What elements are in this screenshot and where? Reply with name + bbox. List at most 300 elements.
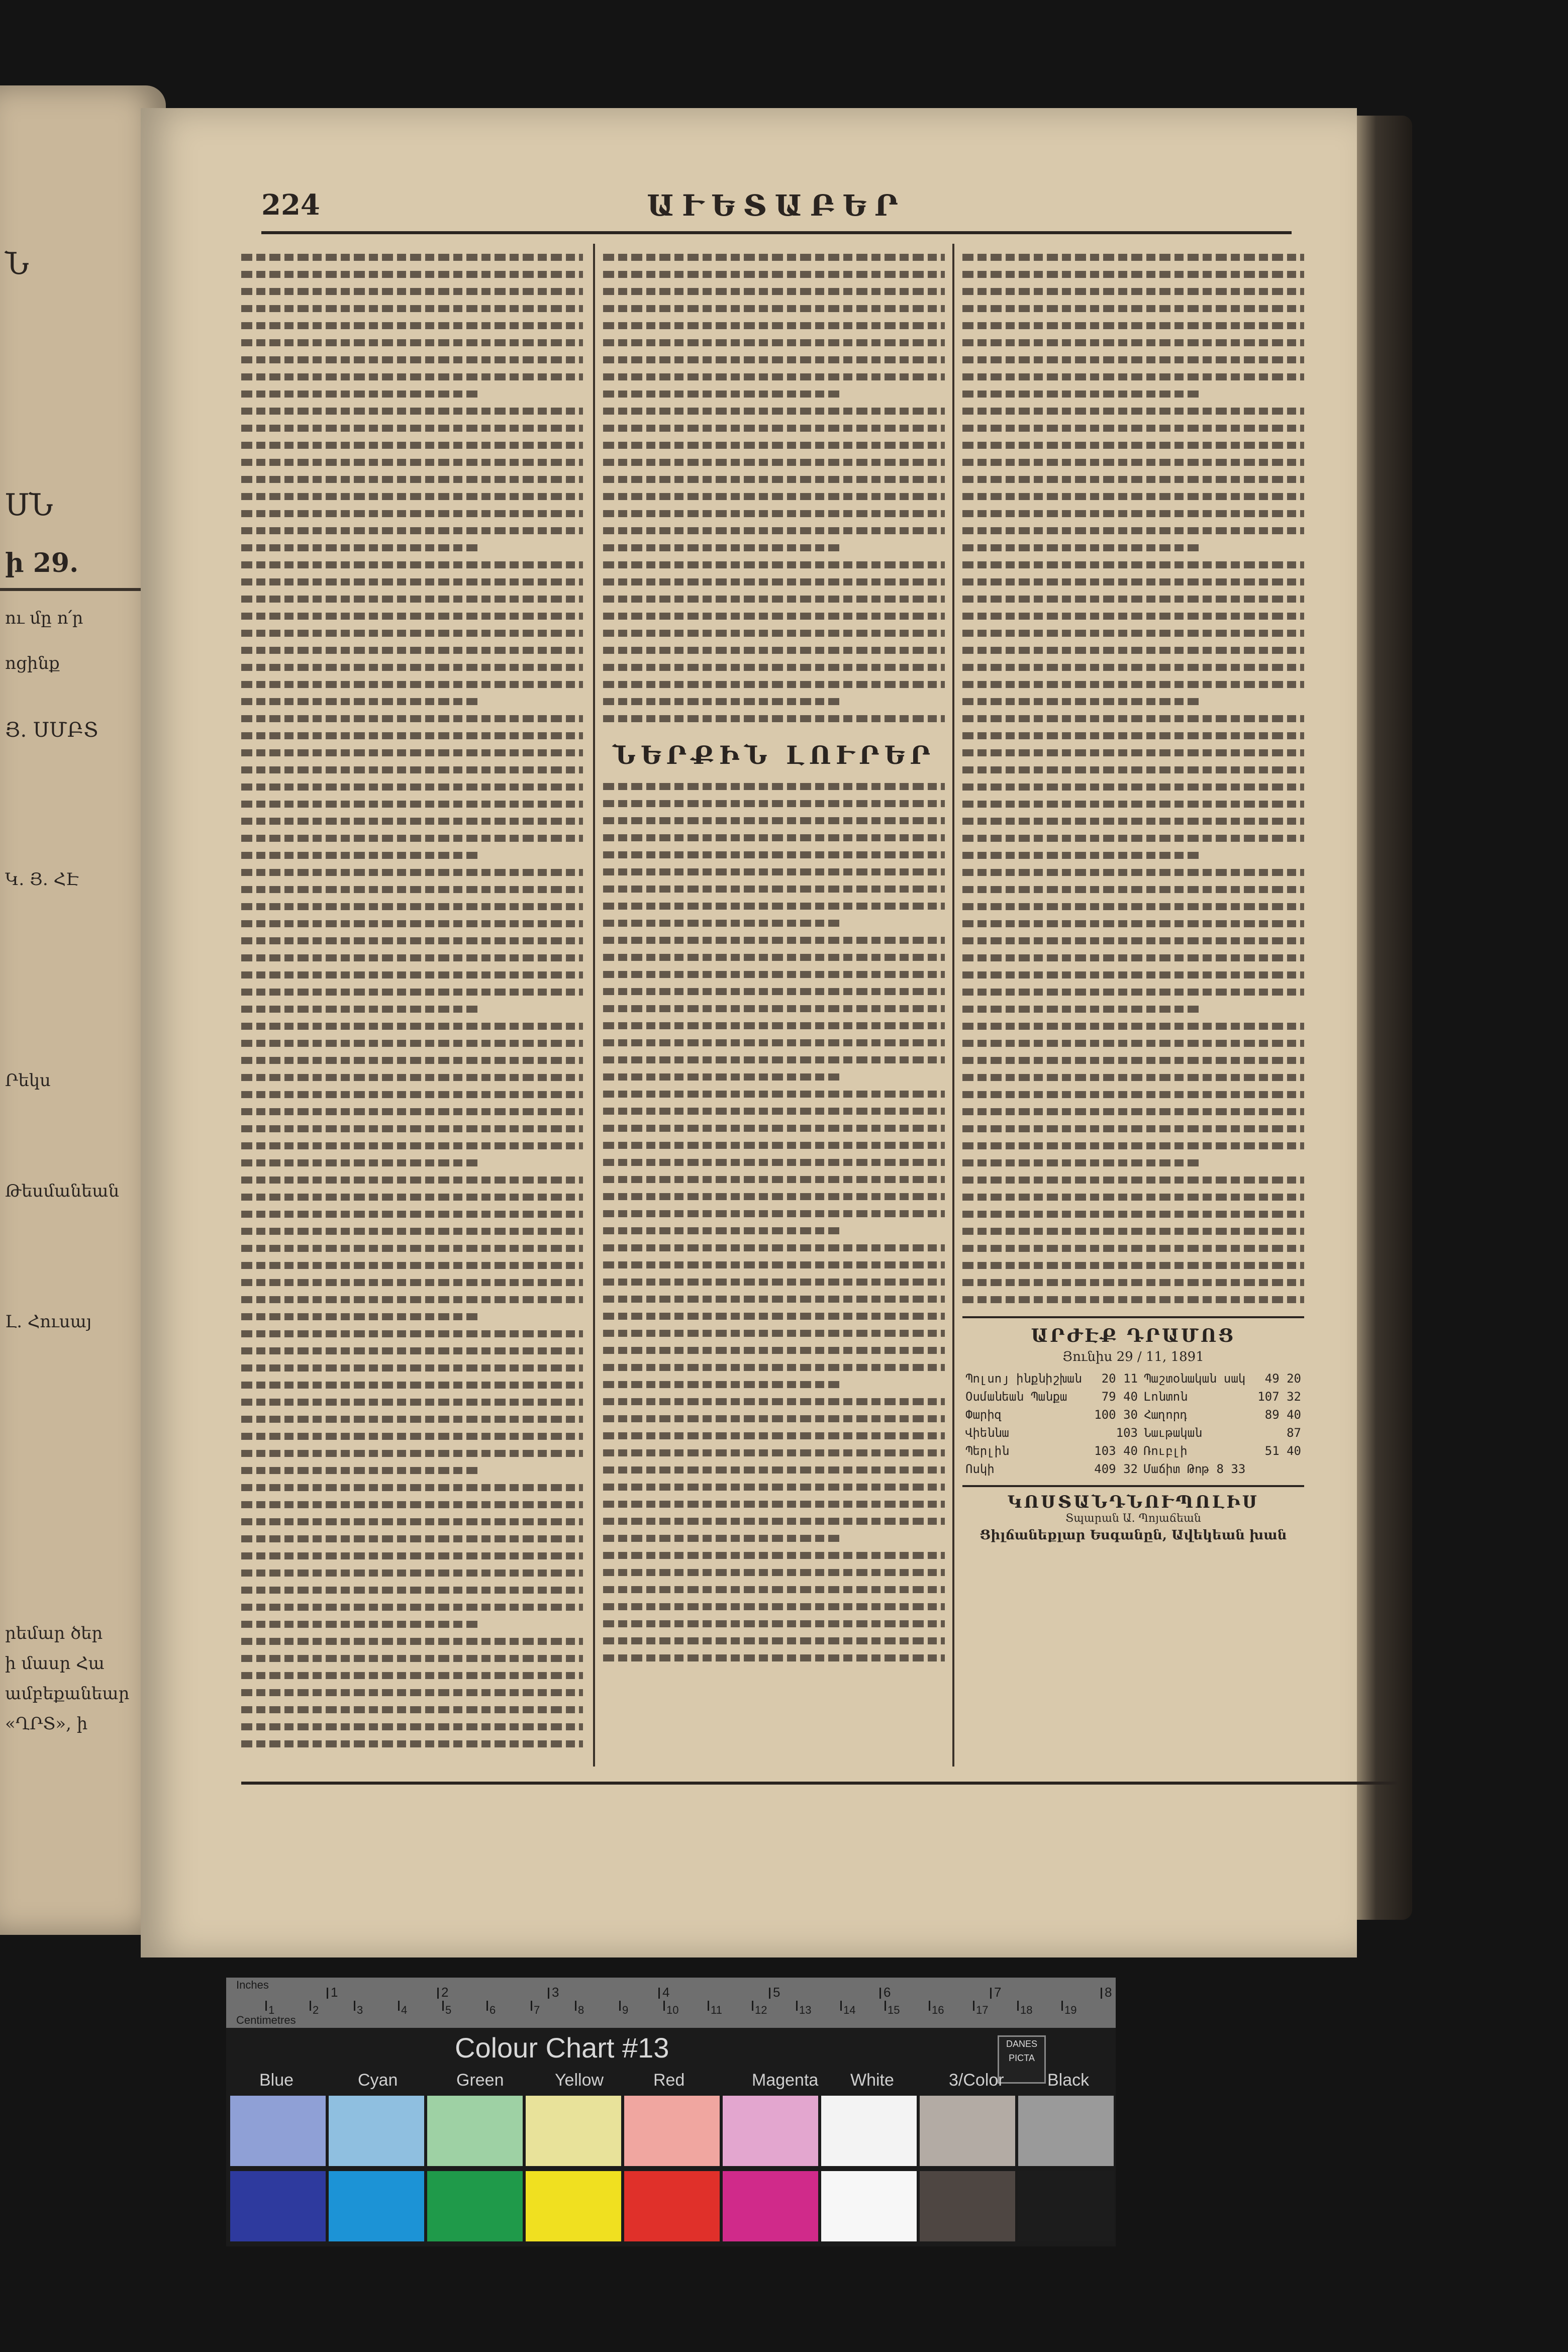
row-value: 107 32 xyxy=(1257,1390,1301,1404)
cm-tick-label: 3 xyxy=(357,2004,363,2016)
text-line xyxy=(241,339,583,346)
text-line xyxy=(603,1535,842,1542)
text-line xyxy=(962,852,1202,859)
inch-tick-label: 5 xyxy=(773,1985,780,2000)
row-label: Նաւթական xyxy=(1143,1426,1202,1440)
text-line xyxy=(241,1416,583,1423)
swatch-label: Cyan xyxy=(358,2071,398,2090)
inch-tick xyxy=(548,1988,549,1999)
text-line xyxy=(962,459,1304,466)
text-line xyxy=(962,613,1304,620)
cm-tick-label: 19 xyxy=(1064,2004,1077,2016)
left-fragment: «ՂՐՏ», ի xyxy=(5,1714,88,1734)
text-line xyxy=(241,596,583,603)
text-line xyxy=(603,425,945,432)
text-line xyxy=(603,834,945,841)
text-line xyxy=(241,783,583,791)
cm-tick-label: 8 xyxy=(578,2004,584,2016)
text-line xyxy=(603,510,945,517)
swatch-label: Black xyxy=(1047,2071,1090,2090)
text-line xyxy=(241,698,480,705)
cm-tick-label: 10 xyxy=(666,2004,679,2016)
text-line xyxy=(962,561,1304,568)
text-line xyxy=(603,1142,945,1149)
text-line xyxy=(603,1637,945,1644)
text-line xyxy=(241,1433,583,1440)
text-line xyxy=(962,578,1304,585)
text-line xyxy=(241,1142,583,1149)
text-line xyxy=(241,1125,583,1132)
text-line xyxy=(241,527,583,534)
text-line xyxy=(241,1091,583,1098)
text-line xyxy=(241,1604,583,1611)
text-line xyxy=(962,1006,1202,1013)
cm-tick xyxy=(531,2001,532,2011)
exchange-footer: Մաճիտ Թոթ 8 33 xyxy=(1143,1462,1246,1476)
swatch-label: Red xyxy=(653,2071,685,2090)
cm-tick-label: 15 xyxy=(888,2004,900,2016)
column-two xyxy=(603,244,945,1767)
text-line xyxy=(241,954,583,961)
inch-tick xyxy=(437,1988,439,1999)
text-line xyxy=(241,1245,583,1252)
left-fragment: րեմար ծեր xyxy=(5,1623,103,1643)
inch-tick xyxy=(769,1988,770,1999)
text-line xyxy=(962,305,1304,312)
text-line xyxy=(962,1262,1304,1269)
text-line xyxy=(962,527,1304,534)
text-line xyxy=(962,425,1304,432)
text-line xyxy=(603,903,945,910)
table-row xyxy=(962,1388,1304,1406)
text-line xyxy=(962,442,1304,449)
left-fragment: ամբեքանեար xyxy=(5,1684,130,1704)
swatch-light xyxy=(624,2096,720,2166)
text-line xyxy=(603,544,842,551)
row-label: Պերլին xyxy=(965,1444,1009,1458)
text-line xyxy=(241,1672,583,1679)
exchange-date: Յունիս 29 / 11, 1891 xyxy=(1062,1349,1204,1364)
text-line xyxy=(962,937,1304,944)
row-value: 89 40 xyxy=(1264,1408,1301,1422)
text-line xyxy=(603,1347,945,1354)
text-line xyxy=(603,1484,945,1491)
cm-tick xyxy=(708,2001,709,2011)
swatch-dark xyxy=(723,2171,818,2241)
text-line xyxy=(241,493,583,500)
text-line xyxy=(241,613,583,620)
publisher-address: Ցիլճանեքլար Եսգանըն, Ավեկեան խան xyxy=(979,1528,1287,1543)
text-line xyxy=(962,886,1304,893)
text-line xyxy=(962,783,1304,791)
text-line xyxy=(962,1245,1304,1252)
text-line xyxy=(962,493,1304,500)
text-line xyxy=(241,1296,583,1303)
inch-tick-label: 2 xyxy=(441,1985,449,2000)
text-line xyxy=(241,749,583,756)
row-value: 79 40 xyxy=(1101,1390,1138,1404)
danes-picta-logo: DANES PICTA xyxy=(998,2035,1046,2084)
swatch-light xyxy=(723,2096,818,2166)
cm-tick xyxy=(796,2001,798,2011)
text-line xyxy=(241,903,583,910)
cm-tick-label: 4 xyxy=(401,2004,408,2016)
swatch-dark xyxy=(230,2171,326,2241)
text-line xyxy=(962,288,1304,295)
text-line xyxy=(241,510,583,517)
cm-tick xyxy=(1017,2001,1019,2011)
swatch-label: Yellow xyxy=(555,2071,604,2090)
text-line xyxy=(241,1159,480,1166)
cm-tick-label: 14 xyxy=(843,2004,856,2016)
text-line xyxy=(962,1296,1304,1303)
text-line xyxy=(603,442,945,449)
left-fragment: Ն xyxy=(5,246,29,281)
publisher-box xyxy=(962,1485,1304,1543)
cm-tick xyxy=(619,2001,621,2011)
inch-tick xyxy=(879,1988,881,1999)
swatch-light xyxy=(526,2096,621,2166)
text-line xyxy=(603,1415,945,1422)
text-line xyxy=(603,1330,945,1337)
text-line xyxy=(603,578,945,585)
cm-tick-label: 12 xyxy=(755,2004,767,2016)
text-line xyxy=(962,801,1304,808)
text-line xyxy=(241,971,583,978)
text-line xyxy=(603,459,945,466)
text-line xyxy=(603,817,945,824)
text-line xyxy=(241,322,583,329)
text-line xyxy=(962,1108,1304,1115)
swatch-light xyxy=(821,2096,917,2166)
cm-tick xyxy=(575,2001,576,2011)
text-line xyxy=(603,1466,945,1474)
text-line xyxy=(241,1535,583,1542)
row-label: Հաղորդ xyxy=(1143,1408,1188,1422)
text-line xyxy=(241,1313,480,1320)
cm-tick xyxy=(265,2001,267,2011)
cm-tick-label: 5 xyxy=(445,2004,452,2016)
text-line xyxy=(962,356,1304,363)
text-line xyxy=(241,801,583,808)
text-line xyxy=(603,1654,945,1661)
text-line xyxy=(241,544,480,551)
column-divider xyxy=(952,244,954,1767)
row-value: 409 32 xyxy=(1094,1462,1138,1476)
text-line xyxy=(241,1570,583,1577)
inch-tick xyxy=(327,1988,328,1999)
text-line xyxy=(962,954,1304,961)
text-line xyxy=(962,254,1304,261)
swatch-dark xyxy=(526,2171,621,2241)
text-line xyxy=(241,1074,583,1081)
text-line xyxy=(962,390,1202,398)
text-line xyxy=(241,356,583,363)
text-line xyxy=(603,1073,842,1081)
row-label: Պաշտօնական սակ xyxy=(1143,1371,1246,1386)
row-label: Ոսկի xyxy=(965,1462,995,1476)
inch-tick xyxy=(658,1988,660,1999)
text-line xyxy=(962,749,1304,756)
text-line xyxy=(603,339,945,346)
inch-tick-label: 7 xyxy=(994,1985,1002,2000)
cm-tick xyxy=(1061,2001,1063,2011)
text-line xyxy=(962,1074,1304,1081)
text-line xyxy=(603,288,945,295)
text-line xyxy=(603,390,842,398)
text-line xyxy=(241,1501,583,1508)
left-fragment: Րեկս xyxy=(5,1070,51,1091)
text-line xyxy=(603,920,842,927)
text-line xyxy=(962,1211,1304,1218)
text-line xyxy=(603,1108,945,1115)
text-line xyxy=(603,783,945,790)
row-value: 100 30 xyxy=(1094,1408,1138,1422)
text-line xyxy=(241,1279,583,1286)
text-line xyxy=(603,1603,945,1610)
text-line xyxy=(603,305,945,312)
text-line xyxy=(603,1056,945,1063)
publisher-title: ԿՈՍՏԱՆԴՆՈՒՊՈԼԻՍ xyxy=(1007,1492,1259,1512)
text-line xyxy=(962,630,1304,637)
text-line xyxy=(603,322,945,329)
text-line xyxy=(241,373,583,380)
text-line xyxy=(962,1142,1304,1149)
text-line xyxy=(241,1399,583,1406)
text-line xyxy=(603,271,945,278)
text-line xyxy=(241,869,583,876)
text-line xyxy=(241,715,583,722)
text-line xyxy=(962,766,1304,773)
swatch-dark xyxy=(427,2171,523,2241)
text-line xyxy=(241,1211,583,1218)
header-rule xyxy=(261,231,1292,234)
inches-label: Inches xyxy=(236,1979,269,1991)
text-line xyxy=(241,561,583,568)
text-line xyxy=(962,715,1304,722)
swatch-light xyxy=(230,2096,326,2166)
exchange-table xyxy=(962,1369,1304,1478)
text-line xyxy=(603,1313,945,1320)
text-line xyxy=(603,373,945,380)
text-line xyxy=(603,561,945,568)
text-line xyxy=(241,1057,583,1064)
cm-tick-label: 6 xyxy=(489,2004,496,2016)
left-fragment: ոցինք xyxy=(5,653,60,673)
column-one xyxy=(241,244,583,1767)
text-line xyxy=(603,664,945,671)
text-line xyxy=(241,1484,583,1491)
text-line xyxy=(603,647,945,654)
swatch-dark xyxy=(329,2171,424,2241)
cm-tick-label: 2 xyxy=(313,2004,319,2016)
measuring-ruler xyxy=(226,1978,1116,2028)
text-line xyxy=(241,1706,583,1713)
cm-tick xyxy=(310,2001,311,2011)
text-line xyxy=(241,1450,583,1457)
left-fragment: ի մասր Հա xyxy=(5,1653,105,1674)
text-line xyxy=(603,1398,945,1405)
text-line xyxy=(241,305,583,312)
text-line xyxy=(603,1210,945,1217)
text-line xyxy=(241,1040,583,1047)
text-line xyxy=(241,1655,583,1662)
swatch-label: Blue xyxy=(259,2071,294,2090)
text-line xyxy=(603,971,945,978)
text-line xyxy=(603,851,945,858)
text-line xyxy=(962,1125,1304,1132)
text-line xyxy=(962,510,1304,517)
cm-tick-label: 7 xyxy=(534,2004,540,2016)
swatch-label: Green xyxy=(456,2071,504,2090)
text-line xyxy=(603,1279,945,1286)
text-line xyxy=(241,1108,583,1115)
table-row xyxy=(962,1424,1304,1442)
text-line xyxy=(962,271,1304,278)
text-line xyxy=(962,1057,1304,1064)
text-line xyxy=(241,1621,480,1628)
text-line xyxy=(241,1177,583,1184)
cm-tick-label: 13 xyxy=(799,2004,812,2016)
text-line xyxy=(241,664,583,671)
inch-tick xyxy=(990,1988,992,1999)
bottom-rule xyxy=(241,1782,1397,1785)
text-line xyxy=(241,1364,583,1371)
row-value: 87 xyxy=(1287,1426,1301,1440)
text-line xyxy=(241,681,583,688)
text-line xyxy=(962,920,1304,927)
text-line xyxy=(962,476,1304,483)
text-line xyxy=(603,1244,945,1251)
text-line xyxy=(241,1689,583,1696)
inch-tick-label: 1 xyxy=(331,1985,338,2000)
text-line xyxy=(962,596,1304,603)
text-line xyxy=(241,1518,583,1525)
text-line xyxy=(603,630,945,637)
text-line xyxy=(241,989,583,996)
text-line xyxy=(241,271,583,278)
text-line xyxy=(962,322,1304,329)
cm-tick-label: 11 xyxy=(711,2004,722,2016)
cm-tick xyxy=(885,2001,886,2011)
text-line xyxy=(241,630,583,637)
cm-tick xyxy=(663,2001,665,2011)
text-line xyxy=(241,578,583,585)
text-line xyxy=(241,937,583,944)
text-line xyxy=(962,544,1202,551)
page-header xyxy=(261,183,1292,239)
cm-tick-label: 17 xyxy=(976,2004,989,2016)
text-line xyxy=(241,920,583,927)
text-line xyxy=(241,835,583,842)
text-line xyxy=(603,681,945,688)
text-line xyxy=(603,988,945,995)
text-line xyxy=(962,903,1304,910)
text-line xyxy=(603,1159,945,1166)
text-line xyxy=(241,1587,583,1594)
text-line xyxy=(962,835,1304,842)
text-line xyxy=(241,818,583,825)
page-number: 224 xyxy=(261,188,320,222)
text-line xyxy=(962,1194,1304,1201)
cm-tick-label: 1 xyxy=(268,2004,275,2016)
text-line xyxy=(603,1193,945,1200)
text-line xyxy=(962,1279,1304,1286)
text-line xyxy=(603,886,945,893)
text-line xyxy=(603,1381,842,1388)
text-line xyxy=(241,1262,583,1269)
left-fragment: Թեսմանեան xyxy=(5,1181,120,1201)
text-line xyxy=(241,886,583,893)
text-line xyxy=(603,1501,945,1508)
text-line xyxy=(962,664,1304,671)
publisher-subtitle: Տպարան Ա. Պոյաճեան xyxy=(1065,1512,1201,1525)
text-line xyxy=(962,971,1304,978)
text-line xyxy=(603,1022,945,1029)
swatch-light xyxy=(920,2096,1015,2166)
colour-chart xyxy=(226,1978,1116,2246)
chart-title: Colour Chart #13 xyxy=(455,2032,669,2064)
text-line xyxy=(241,1552,583,1559)
newspaper-page xyxy=(141,108,1357,1957)
swatch-dark xyxy=(821,2171,917,2241)
cm-tick-label: 9 xyxy=(622,2004,629,2016)
exchange-box xyxy=(962,1316,1304,1478)
cm-tick xyxy=(354,2001,355,2011)
text-line xyxy=(603,613,945,620)
text-line xyxy=(241,1638,583,1645)
section-heading: ՆԵՐՔԻՆ ԼՈՒՐԵՐ xyxy=(613,740,935,770)
text-line xyxy=(962,1228,1304,1235)
text-line xyxy=(241,766,583,773)
row-label: Ռուբլի xyxy=(1143,1444,1188,1458)
cm-tick xyxy=(752,2001,753,2011)
cm-tick xyxy=(840,2001,842,2011)
book-edge xyxy=(1352,116,1412,1920)
inch-tick-label: 8 xyxy=(1105,1985,1112,2000)
text-line xyxy=(603,1261,945,1268)
column-divider xyxy=(593,244,595,1767)
swatch-label: White xyxy=(850,2071,894,2090)
text-line xyxy=(241,647,583,654)
text-line xyxy=(603,1586,945,1593)
row-value: 103 xyxy=(1116,1426,1138,1440)
row-label: Պոլսոյ ինքնիշխան xyxy=(965,1371,1082,1386)
text-line xyxy=(241,732,583,739)
table-row xyxy=(962,1460,1304,1478)
text-line xyxy=(603,1552,945,1559)
inch-tick-label: 6 xyxy=(884,1985,891,2000)
text-line xyxy=(603,800,945,807)
text-line xyxy=(603,254,945,261)
row-value: 103 40 xyxy=(1094,1444,1138,1458)
text-line xyxy=(603,476,945,483)
row-value: 51 40 xyxy=(1264,1444,1301,1458)
swatch-label: 3/Color xyxy=(949,2071,1004,2090)
text-line xyxy=(962,1023,1304,1030)
cm-tick xyxy=(398,2001,400,2011)
left-fragment: ի 29. xyxy=(5,548,79,578)
row-label: Օսմանեան Պանքա xyxy=(965,1390,1067,1404)
text-line xyxy=(603,1620,945,1627)
text-line xyxy=(603,1449,945,1456)
text-line xyxy=(241,390,480,398)
text-line xyxy=(962,1091,1304,1098)
text-line xyxy=(962,647,1304,654)
inch-tick-label: 4 xyxy=(662,1985,670,2000)
left-fragment: Կ. Յ. ՀԷ xyxy=(5,869,79,890)
row-label: Վիեննա xyxy=(965,1426,1009,1440)
